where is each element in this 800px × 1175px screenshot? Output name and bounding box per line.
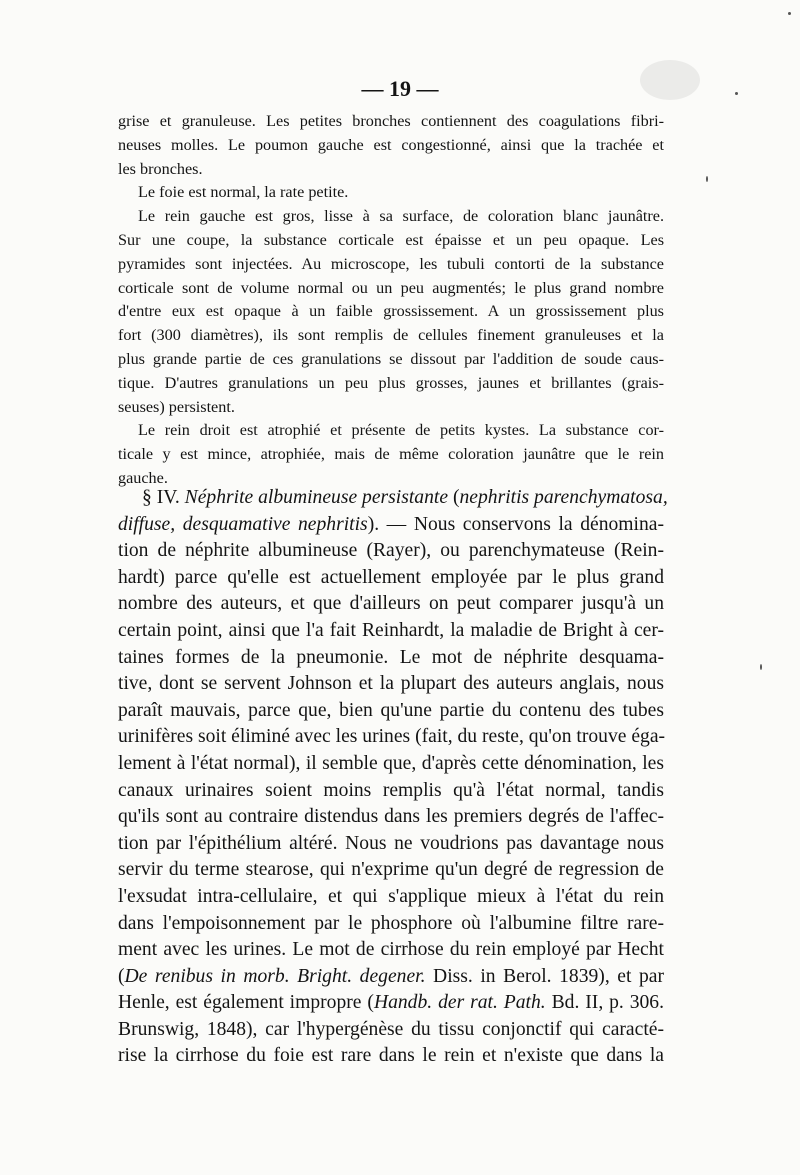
text-line: hardt) parce qu'elle est actuellement employée par le plus grand [118,566,664,588]
page-number: — 19 — [361,76,439,101]
text-line: urinifères soit éliminé avec les urines (fait, du reste, qu'on trouve éga- [118,726,666,748]
text-line: Le foie est normal, la rate petite. [138,183,349,202]
text-line: paraît mauvais, parce que, bien qu'une partie du contenu des tubes [118,699,664,721]
text-line: Sur une coupe, la substance corticale est épaisse et un peu opaque. Les [118,230,664,249]
paragraph [118,110,664,181]
paragraph [118,205,664,419]
section-iv-text [118,485,668,1070]
text-line: plus grande partie de ces granulations se dissout par l'addition de soude caus- [118,349,664,368]
text-line: dans l'empoisonnement par le phosphore où l'albumine filtre rare- [118,912,664,934]
section-paragraph [118,485,668,1070]
text-line: l'exsudat intra-cellulaire, et qui s'applique mieux à l'état du rein [118,885,664,907]
paragraph [118,181,664,205]
section-heading-line: diffuse, desquamative nephritis). — Nous conservons la dénomina- [118,513,664,535]
text-line: tion de néphrite albumineuse (Rayer), ou parenchymateuse (Rein- [118,540,664,562]
text-line: gauche. [118,468,168,487]
text-line: tion par l'épithélium altéré. Nous ne voudrions pas davantage nous [118,832,664,854]
section-heading-line: § IV. Néphrite albumineuse persistante (nephritis parenchymatosa, [142,487,668,508]
text-line: taines formes de la pneumonie. Le mot de néphrite desquama- [118,646,664,668]
citation-line: Henle, est également impropre (Handb. der rat. Path. Bd. II, p. 306. [118,992,665,1014]
text-line: lement à l'état normal), il semble que, d'après cette dénomination, les [118,752,664,774]
citation-line: (De renibus in morb. Bright. degener. Diss. in Berol. 1839), et par [118,965,664,987]
text-line: certain point, ainsi que l'a fait Reinhardt, la maladie de Bright à cer- [118,619,664,641]
text-line: nombre des auteurs, et que d'ailleurs on peut comparer jusqu'à un [118,593,664,615]
ink-speck [788,12,791,15]
text-line: fort (300 diamètres), ils sont remplis de cellules finement granuleuses et la [118,326,664,345]
paragraph [118,419,664,490]
text-line: canaux urinaires soient moins remplis qu'à l'état normal, tandis [118,779,664,801]
text-line: qu'ils sont au contraire distendus dans les premiers degrés de l'affec- [118,806,664,828]
text-line: seuses) persistent. [118,397,235,416]
case-report-text [118,110,664,491]
text-line: Le rein gauche est gros, lisse à sa surface, de coloration blanc jaunâtre. [138,207,664,226]
text-line: tique. D'autres granulations un peu plus grosses, jaunes et brillantes (grais- [118,373,664,392]
text-line: ment avec les urines. Le mot de cirrhose du rein employé par Hecht [118,939,664,961]
text-line: Brunswig, 1848), car l'hypergénèse du tissu conjonctif qui caracté- [118,1018,664,1040]
text-line: les bronches. [118,159,203,178]
text-line: d'entre eux est opaque à un faible grossissement. A un grossissement plus [118,302,664,321]
text-line: corticale sont de volume normal ou un peu augmentés; le plus grand nombre [118,278,664,297]
section-title: Néphrite albumineuse persistante [184,487,449,508]
text-line: neuses molles. Le poumon gauche est congestionné, ainsi que la trachée et [118,135,664,154]
text-line: servir du terme stearose, qui n'exprime qu'un degré de regression de [118,859,664,881]
text-line: ticale y est mince, atrophiée, mais de même coloration jaunâtre que le rein [118,445,664,464]
ink-speck [760,664,762,670]
text-line: grise et granuleuse. Les petites bronches contiennent des coagulations fibri- [118,112,664,130]
text-line: tive, dont se servent Johnson et la plupart des auteurs anglais, nous [118,673,664,695]
text-line: pyramides sont injectées. Au microscope, les tubuli contorti de la substance [118,254,664,273]
text-line: rise la cirrhose du foie est rare dans le rein et n'existe que dans la [118,1045,664,1067]
text-line: Le rein droit est atrophié et présente de petits kystes. La substance cor- [138,421,664,440]
ink-speck [706,176,708,182]
